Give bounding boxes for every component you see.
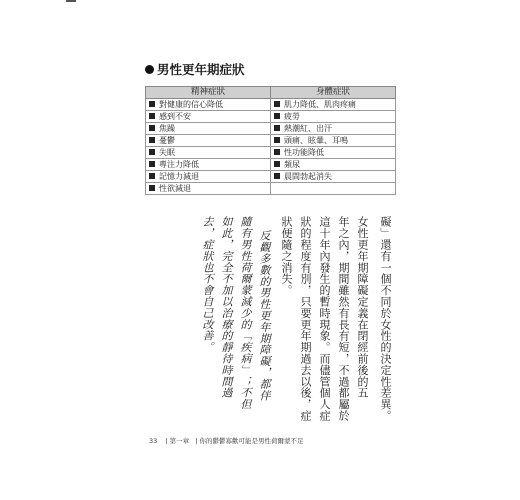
symptom-text: 焦躁 bbox=[159, 124, 175, 133]
symptom-text: 對健康的信心降低 bbox=[159, 100, 223, 109]
header-physical: 身體症狀 bbox=[271, 87, 396, 99]
square-bullet-icon bbox=[149, 113, 155, 119]
mental-symptom-cell bbox=[146, 183, 271, 195]
table-row bbox=[146, 147, 396, 159]
running-title: 你的鬱鬱寡歡可能是男性荷爾蒙不足 bbox=[199, 437, 304, 445]
text-column: 礙」還有一個不同於女性的決定性差異。 bbox=[379, 216, 392, 422]
square-bullet-icon bbox=[149, 125, 155, 131]
symptom-text: 失眠 bbox=[159, 148, 175, 157]
bullet-dot-icon bbox=[145, 65, 154, 74]
physical-symptom-cell bbox=[271, 171, 396, 183]
page-number: 33 bbox=[149, 437, 158, 445]
table-row bbox=[146, 111, 396, 123]
text-column: 女性更年期障礙定義在閉經前後的五 bbox=[356, 216, 369, 399]
square-bullet-icon bbox=[274, 113, 280, 119]
text-column: 這十年內發生的暫時現象。而儘管個人症 bbox=[318, 216, 331, 422]
physical-symptom-cell bbox=[271, 159, 396, 171]
physical-symptom-cell bbox=[271, 111, 396, 123]
mental-symptom-cell bbox=[146, 135, 271, 147]
table-row bbox=[146, 171, 396, 183]
physical-symptom-cell bbox=[271, 123, 396, 135]
symptom-text: 頭痛、眩暈、耳鳴 bbox=[284, 136, 348, 145]
symptom-text: 憂鬱 bbox=[159, 136, 175, 145]
square-bullet-icon bbox=[274, 137, 280, 143]
text-column: 狀的程度有別，只要更年期過去以後，症 bbox=[299, 216, 312, 422]
physical-symptom-cell bbox=[271, 147, 396, 159]
symptoms-table bbox=[145, 86, 396, 195]
table-row bbox=[146, 99, 396, 111]
square-bullet-icon bbox=[274, 149, 280, 155]
page-footer: 33 | 第一章 | 你的鬱鬱寡歡可能是男性荷爾蒙不足 bbox=[149, 437, 304, 445]
square-bullet-icon bbox=[149, 161, 155, 167]
table-row bbox=[146, 123, 396, 135]
mental-symptom-cell bbox=[146, 159, 271, 171]
symptom-text: 記憶力減退 bbox=[159, 172, 199, 181]
symptom-text: 頻尿 bbox=[284, 160, 300, 169]
section-title: 男性更年期症狀 bbox=[157, 62, 245, 77]
symptom-text: 專注力降低 bbox=[159, 160, 199, 169]
mental-symptom-cell bbox=[146, 171, 271, 183]
table-header-row bbox=[146, 87, 396, 99]
text-column: 年之內，期間雖然有長有短，不過都屬於 bbox=[337, 216, 350, 422]
square-bullet-icon bbox=[274, 125, 280, 131]
symptom-text: 性欲減退 bbox=[159, 184, 191, 193]
square-bullet-icon bbox=[149, 149, 155, 155]
mental-symptom-cell bbox=[146, 111, 271, 123]
physical-symptom-cell bbox=[271, 135, 396, 147]
square-bullet-icon bbox=[274, 101, 280, 107]
symptom-text: 性功能降低 bbox=[284, 148, 324, 157]
physical-symptom-cell bbox=[271, 99, 396, 111]
italic-text-column: 去，症狀也不會自己改善。 bbox=[201, 216, 214, 353]
symptom-text: 肌力降低、肌肉疼痛 bbox=[284, 100, 356, 109]
header-mental: 精神症狀 bbox=[146, 87, 271, 99]
symptom-text: 疲勞 bbox=[284, 112, 300, 121]
italic-text-column: 隨有男性荷爾蒙減少的「疾病」；不但 bbox=[239, 216, 252, 410]
mental-symptom-cell bbox=[146, 123, 271, 135]
symptoms-table-body bbox=[146, 99, 396, 195]
table-row bbox=[146, 135, 396, 147]
square-bullet-icon bbox=[274, 173, 280, 179]
symptom-text: 熱潮紅、出汗 bbox=[284, 124, 332, 133]
table-row bbox=[146, 183, 396, 195]
text-column: 狀便隨之消失。 bbox=[280, 216, 293, 296]
symptom-text: 晨間勃起消失 bbox=[284, 172, 332, 181]
square-bullet-icon bbox=[149, 185, 155, 191]
mental-symptom-cell bbox=[146, 99, 271, 111]
italic-text-column: 反觀多數的男性更年期障礙，都伴 bbox=[258, 230, 271, 401]
physical-symptom-cell bbox=[271, 183, 396, 195]
square-bullet-icon bbox=[149, 173, 155, 179]
chapter-label: 第一章 bbox=[169, 437, 190, 445]
table-row bbox=[146, 159, 396, 171]
italic-text-column: 如此，完全不加以治療的靜待時間過 bbox=[220, 216, 233, 399]
corner-mark bbox=[66, 0, 76, 2]
square-bullet-icon bbox=[274, 161, 280, 167]
symptom-text: 感到不安 bbox=[159, 112, 191, 121]
section-heading bbox=[145, 60, 245, 78]
square-bullet-icon bbox=[149, 101, 155, 107]
mental-symptom-cell bbox=[146, 147, 271, 159]
square-bullet-icon bbox=[149, 137, 155, 143]
